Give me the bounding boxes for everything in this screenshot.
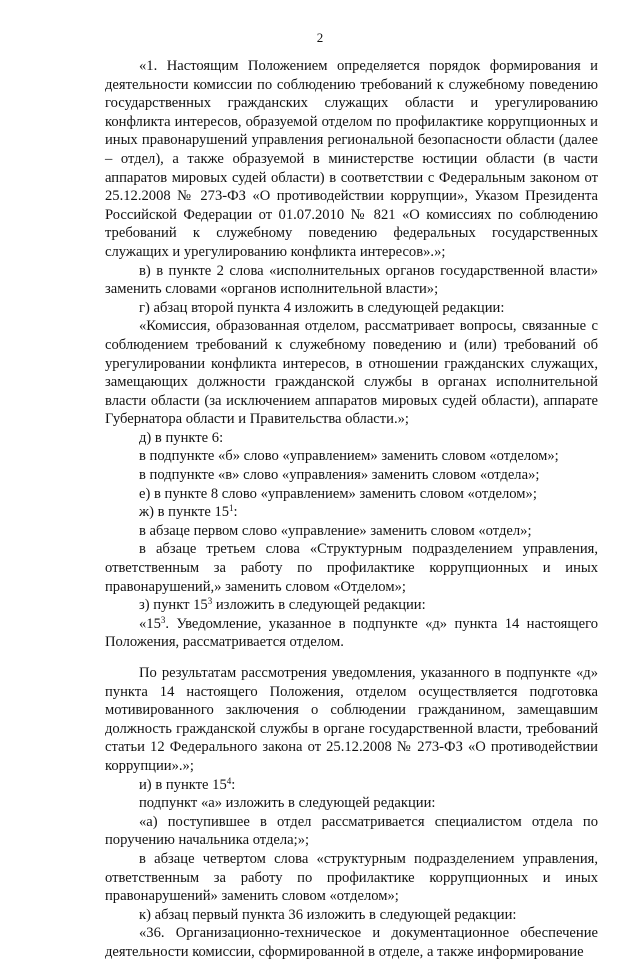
paragraph-12-superscript: 3 [207, 596, 213, 607]
paragraph-4: «Комиссия, образованная отделом, рассматривает вопросы, связанные с соблюдением требований к служебному поведению и (или) требований об урегулировании конфликта интересов, в отношении гражданских служащих, замещающих должности гражданской службы в органах исполнительной власти области (за исключением аппаратов мировых судей области), аппарате Губернатора области и Правительства области.»; [105, 318, 598, 428]
paragraph-11: в абзаце третьем слова «Структурным подразделением управления, ответственным за работу по профилактике коррупционных и иных правонарушений,» заменить словом «Отделом»; [105, 541, 598, 595]
paragraph-7: в подпункте «в» слово «управления» заменить словом «отдела»; [139, 467, 540, 484]
paragraph-13-superscript: 3 [160, 614, 166, 625]
paragraph-9-tail: : [233, 504, 238, 521]
paragraph-19: к) абзац первый пункта 36 изложить в следующей редакции: [139, 906, 517, 923]
paragraph-15-superscript: 4 [226, 775, 232, 786]
paragraph-9 [105, 503, 598, 522]
paragraph-18: в абзаце четвертом слова «структурным подразделением управления, ответственным за работу по профилактике коррупционных и иных правонарушений» заменить словом «отделом»; [105, 850, 598, 905]
paragraph-15-tail: : [231, 776, 236, 793]
page-number: 2 [316, 30, 324, 45]
paragraph-12-text: з) пункт 15 [139, 597, 208, 614]
paragraph-20: «36. Организационно-техническое и документационное обеспечение деятельности комиссии, сформированной в отделе, а также информирование [105, 925, 598, 960]
paragraph-10: в абзаце первом слово «управление» заменить словом «отдел»; [139, 522, 532, 539]
paragraph-8: е) в пункте 8 слово «управлением» заменить словом «отделом»; [139, 485, 537, 502]
paragraph-6: в подпункте «б» слово «управлением» заменить словом «отделом»; [139, 448, 559, 465]
paragraph-12-tail: изложить в следующей редакции: [212, 597, 426, 614]
paragraph-15-text: и) в пункте 15 [139, 776, 227, 793]
paragraph-3: г) абзац второй пункта 4 изложить в следующей редакции: [139, 299, 505, 316]
paragraph-16: подпункт «а» изложить в следующей редакции: [139, 795, 436, 812]
paragraph-5: д) в пункте 6: [139, 429, 224, 446]
paragraph-9-text: ж) в пункте 15 [139, 504, 230, 521]
paragraph-13-text: «15 [139, 615, 161, 632]
paragraph-13 [105, 615, 598, 652]
paragraph-14: По результатам рассмотрения уведомления, указанного в подпункте «д» пункта 14 настоящего Положения, отделом осуществляется подготовка мотивированного заключения о соблюдении гражданином, замещавшим должность гражданской службы в органе государственной власти, требований статьи 12 Федерального закона от 25.12.2008 № 273-ФЗ «О противодействии коррупции».»; [105, 665, 598, 774]
paragraph-15 [105, 776, 598, 795]
paragraph-1: «1. Настоящим Положением определяется порядок формирования и деятельности комиссии по соблюдению требований к служебному поведению государственных гражданских служащих области и урегулированию конфликта интересов, образуемой отделом по профилактике коррупционных и иных правонарушений управления региональной безопасности области (далее – отдел), а также образуемой в министерстве юстиции области (в части аппаратов мировых судей области) в соответствии с Федеральным законом от 25.12.2008 № 273-ФЗ «О противодействии коррупции», Указом Президента Российской Федерации от 01.07.2010 № 821 «О комиссиях по соблюдению требований к служебному поведению федеральных государственных служащих и урегулированию конфликта интересов».»; [105, 58, 598, 260]
document-body [105, 57, 598, 962]
paragraph-17: «а) поступившее в отдел рассматривается специалистом отдела по поручению начальника отдела;»; [105, 813, 598, 849]
paragraph-2: в) в пункте 2 слова «исполнительных органов государственной власти» заменить словами «органов исполнительной власти»; [105, 262, 598, 298]
paragraph-9-superscript: 1 [229, 503, 234, 514]
paragraph-12 [105, 596, 598, 615]
paragraph-13-tail: . Уведомление, указанное в подпункте «д» пункта 14 настоящего Положения, рассматривается отделом. [105, 615, 598, 651]
